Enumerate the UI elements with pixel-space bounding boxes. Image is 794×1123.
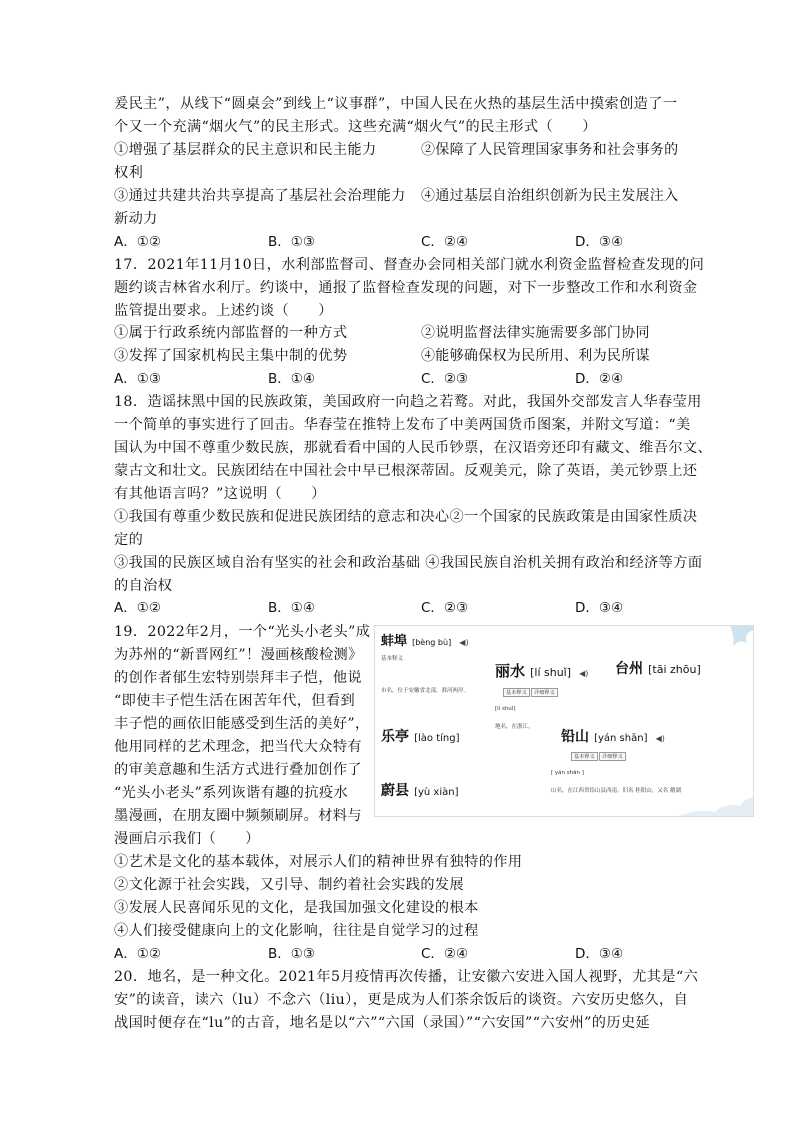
option-line: 权利: [114, 165, 144, 181]
place-name-figure: [374, 625, 754, 817]
option-line: ②说明监督法律实施需要多部门协同: [421, 325, 650, 341]
text-line: 漫画启示我们（ ）: [114, 831, 260, 847]
option-line: ③我国的民族区域自治有坚实的社会和政治基础 ④我国民族自治机关拥有政治和经济等方面: [114, 555, 703, 571]
text-line: 他用同样的艺术理念，把当代大众特有: [114, 739, 362, 755]
choice-a: A．①②: [114, 600, 161, 616]
option-line: ①艺术是文化的基本载体，对展示人们的精神世界有独特的作用: [114, 854, 523, 870]
entry-pinyin: [lí shuǐ]: [495, 706, 516, 712]
entry-taizhou: 台州 [tāi zhōu]: [615, 661, 701, 677]
option-line: ③发展人民喜闻乐见的文化，是我国加强文化建设的根本: [114, 900, 479, 916]
option-line: ①增强了基层群众的民主意识和民主能力: [114, 142, 377, 158]
text-line: 爰民主”，从线下“圆桌会”到线上“议事群”，中国人民在火热的基层生活中摸索创造了一: [114, 96, 678, 112]
entry-lishui: 丽水 [lí shuǐ] ◀): [495, 662, 589, 680]
entry-yanshan: 铅山 [yán shān] ◀): [561, 729, 665, 745]
text-line: 国认为中国不尊重少数民族，那就看看中国的人民币钞票，在汉语旁还印有藏文、维吾尔文、: [114, 440, 713, 456]
text-line: 为苏州的“新晋网红”！漫画核酸检测》: [114, 647, 363, 663]
text-line: “即使丰子恺生活在困苦年代，但看到: [114, 693, 356, 709]
text-line: 墨漫画，在朋友圈中频频刷屏。材料与: [114, 808, 362, 824]
detailed-definition-tab[interactable]: 详细释义: [599, 752, 626, 761]
text-line: 的审美意趣和生活方式进行叠加创作了: [114, 762, 362, 778]
option-line: 的自治权: [114, 578, 173, 594]
option-line: ②文化源于社会实践，又引导、制约着社会实践的发展: [114, 877, 465, 893]
text-line: 题约谈吉林省水利厅。约谈中，通报了监督检查发现的问题，对下一步整改工作和水利资金: [114, 280, 698, 296]
text-line: 监管提出要求。上述约谈（ ）: [114, 303, 333, 319]
option-line: 定的: [114, 532, 144, 548]
speaker-icon[interactable]: ◀): [655, 734, 665, 743]
choice-c: C．②③: [421, 371, 469, 387]
option-line: ③发挥了国家机构民主集中制的优势: [114, 348, 348, 364]
choice-d: D．③④: [575, 600, 624, 616]
choice-d: D．③④: [575, 946, 624, 962]
text-line: 战国时便存在“lu”的古音，地名是以“六”“六国（录国）”“六安国”“六安州”的历史延: [114, 1015, 651, 1031]
basic-definition-tab[interactable]: 基本释义: [503, 688, 530, 697]
choice-a: A．①②: [114, 946, 161, 962]
entry-definition: 市名，位于安徽省北部，淮河两岸。: [381, 688, 470, 694]
speaker-icon[interactable]: ◀): [579, 669, 589, 678]
entry-tag: 基本释义: [381, 656, 404, 662]
text-line: 的创作者郁生宏特别崇拜丰子恺，他说: [114, 670, 362, 686]
option-line: ①我国有尊重少数民族和促进民族团结的意志和决心②一个国家的民族政策是由国家性质决: [114, 509, 698, 525]
choice-c: C．②④: [421, 234, 469, 250]
option-line: ④通过基层自治组织创新为民主发展注入: [421, 188, 679, 204]
choice-d: D．③④: [575, 234, 624, 250]
basic-definition-tab[interactable]: 基本释义: [571, 752, 598, 761]
entry-yuxian: 蔚县 [yù xiàn]: [381, 783, 459, 799]
text-line: 丰子恺的画依旧能感受到生活的美好”，: [114, 716, 370, 732]
text-line: 个又一个充满“烟火气”的民主形式。这些充满“烟火气”的民主形式（ ）: [114, 119, 597, 135]
speaker-icon[interactable]: ◀): [459, 638, 469, 647]
option-line: ④能够确保权为民所用、利为民所谋: [421, 348, 650, 364]
entry-definition: 地名，在浙江。: [495, 724, 534, 730]
choice-b: B．①④: [268, 371, 315, 387]
choice-b: B．①③: [268, 946, 315, 962]
question-18: 18．造谣抹黑中国的民族政策，美国政府一向趋之若鹜。对此，我国外交部发言人华春莹用: [114, 394, 702, 410]
text-line: 蒙古文和壮文。民族团结在中国社会中早已根深蒂固。反观美元，除了英语，美元钞票上还: [114, 463, 698, 479]
detailed-definition-tab[interactable]: 详细释义: [531, 688, 558, 697]
choice-b: B．①③: [268, 234, 315, 250]
text-line: 一个简单的事实进行了回击。华春莹在推特上发布了中美两国货币图案，并附文写道：“美: [114, 417, 691, 433]
option-line: ②保障了人民管理国家事务和社会事务的: [421, 142, 679, 158]
text-line: “光头小老头”系列诙谐有趣的抗疫水: [114, 785, 349, 801]
entry-bengbu: 蚌埠 [bèng bù] ◀): [381, 634, 469, 649]
text-line: 有其他语言吗？”这说明（ ）: [114, 486, 326, 502]
entry-pinyin: [ yán shān ]: [551, 770, 584, 776]
question-19: 19．2022年2月，一个“光头小老头”成: [114, 624, 371, 640]
text-line: 安”的读音，读六（lu）不念六（liu），更是成为人们茶余饭后的谈资。六安历史悠久，自: [114, 992, 689, 1008]
entry-laoting: 乐亭 [lào tíng]: [381, 729, 460, 745]
option-line: ①属于行政系统内部监督的一种方式: [114, 325, 348, 341]
choice-c: C．②④: [421, 946, 469, 962]
option-line: ④人们接受健康向上的文化影响，往往是自觉学习的过程: [114, 923, 479, 939]
question-17: 17．2021年11月10日，水利部监督司、督查办会同相关部门就水利资金监督检查发现的问: [114, 257, 705, 273]
question-20: 20．地名，是一种文化。2021年5月疫情再次传播，让安徽六安进入国人视野，尤其是“六: [114, 969, 699, 985]
choice-d: D．②④: [575, 371, 624, 387]
option-line: ③通过共建共治共享提高了基层社会治理能力: [114, 188, 406, 204]
choice-b: B．①④: [268, 600, 315, 616]
choice-a: A．①②: [114, 234, 161, 250]
choice-c: C．②③: [421, 600, 469, 616]
entry-definition: 山名，在江西省铅山县西南。旧名 桂阳山，又名 鹅湖: [551, 788, 681, 794]
choice-a: A．①③: [114, 371, 161, 387]
option-line: 新动力: [114, 211, 158, 227]
